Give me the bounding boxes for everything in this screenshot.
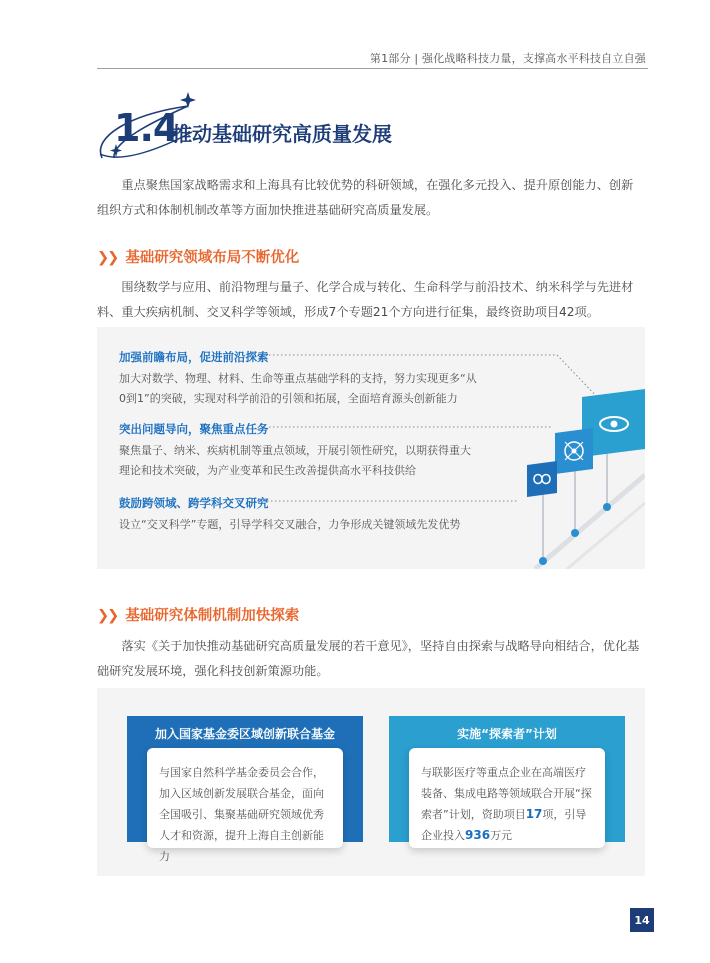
subsection-heading-2-label: 基础研究体制机制加快探索 [125,608,300,624]
network-icon [555,428,593,474]
subsection-heading-1 [97,246,299,267]
sparkle-icon [180,92,196,108]
card-2-text-b: 项，引导企业投入 [421,808,587,842]
section-number: 1.4 [114,106,179,150]
mechanism-card-2-head: 实施“探索者”计划 [389,716,625,750]
mechanism-card-1-text: 与国家自然科学基金委员会合作，加入区域创新发展联合基金，面向全国吸引、集聚基础研究领域优秀人才和资源，提升上海自主创新能力 [147,748,343,848]
section-heading: 推动基础研究高质量发展 [172,122,392,146]
layout-item-1-text: 加大对数学、物理、材料、生命等重点基础学科的支持，努力实现更多“从0到1”的突破，实现对科学前沿的引领和拓展，全面培育源头创新能力 [119,372,477,405]
subsection-heading-1-label: 基础研究领域布局不断优化 [125,250,300,266]
layout-panel [97,327,645,569]
subsection-body-1: 围绕数学与应用、前沿物理与量子、化学合成与转化、生命科学与前沿技术、纳米科学与先进材料、重大疾病机制、交叉科学等领域，形成7个专题21个方向进行征集，最终资助项目42项。 [97,280,634,319]
card-2-text-c: 万元 [490,829,513,842]
layout-item-2 [119,421,479,481]
page-number: 14 [630,908,654,932]
header-text: 第1部分 | 强化战略科技力量，支撑高水平科技自立自强 [369,52,646,65]
layout-item-1 [119,349,479,409]
layout-item-3-text: 设立“交叉科学”专题，引导学科交叉融合，力争形成关键领域先发优势 [119,518,461,531]
subsection-body-2: 落实《关于加快推动基础研究高质量发展的若干意见》，坚持自由探索与战略导向相结合，优化基础研究发展环境，强化科技创新策源功能。 [97,639,640,678]
infinity-icon [527,461,557,497]
header-divider [97,68,648,69]
mechanism-panel [97,688,645,876]
layout-item-3 [119,495,479,535]
section-intro: 重点聚焦国家战略需求和上海具有比较优势的科研领域，在强化多元投入、提升原创能力、创新组织方式和体制机制改革等方面加快推进基础研究高质量发展。 [97,178,634,217]
double-chevron-icon: ❯❯ [97,250,118,266]
mechanism-card-2-text [409,748,605,848]
card-2-investment: 936 [465,828,491,842]
section-title [92,92,432,172]
layout-item-2-head: 突出问题导向，聚焦重点任务 [119,422,269,436]
subsection-heading-2 [97,604,299,625]
double-chevron-icon: ❯❯ [97,608,118,624]
card-2-project-count: 17 [525,807,543,821]
card-2-text-a: 与联影医疗等重点企业在高端医疗装备、集成电路等领域联合开展“探索者”计划，资助项目 [421,766,592,821]
layout-item-2-text: 聚焦量子、纳米、疾病机制等重点领域，开展引领性研究，以期获得重大理论和技术突破，为产业变革和民生改善提供高水平科技供给 [119,444,471,477]
layout-item-3-head: 鼓励跨领域、跨学科交叉研究 [119,496,269,510]
layout-item-1-head: 加强前瞻布局，促进前沿探索 [119,350,269,364]
mechanism-card-1-head: 加入国家基金委区域创新联合基金 [127,716,363,750]
